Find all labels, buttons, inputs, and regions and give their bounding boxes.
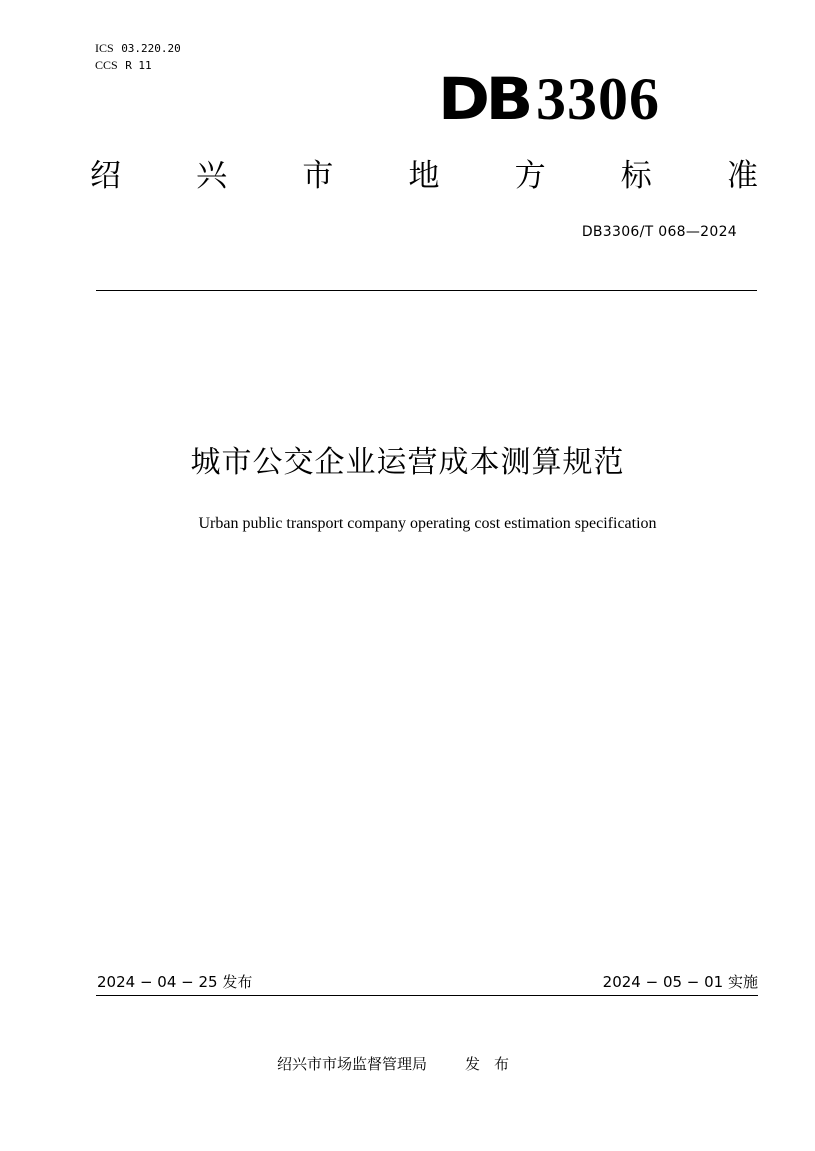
title-chinese: 城市公交企业运营成本测算规范 — [190, 445, 625, 480]
ics-code — [95, 40, 181, 57]
ccs-value: R 11 — [125, 59, 152, 72]
bottom-divider — [96, 995, 758, 996]
logo-db-letters: DB — [438, 65, 530, 133]
ccs-code — [95, 57, 181, 74]
db-logo — [438, 65, 708, 133]
standard-type-char: 准 — [726, 158, 758, 194]
classification-codes — [95, 40, 181, 74]
standard-type-char: 方 — [514, 158, 546, 194]
top-divider — [96, 290, 757, 291]
ics-label: ICS — [95, 41, 114, 55]
ccs-label: CCS — [95, 58, 118, 72]
issuer-line — [277, 1054, 523, 1074]
standard-type-char: 市 — [302, 158, 334, 194]
standard-type-char: 标 — [620, 158, 652, 194]
ics-value: 03.220.20 — [121, 42, 181, 55]
logo-region-code: 3306 — [536, 66, 660, 132]
standard-type-char: 兴 — [196, 158, 228, 194]
standard-number: DB3306/T 068—2024 — [581, 224, 737, 240]
title-english: Urban public transport company operating cost estimation specification — [198, 515, 657, 532]
issuer-name: 绍兴市市场监督管理局 — [277, 1055, 428, 1073]
standard-type-char: 地 — [408, 158, 440, 194]
effective-date: 2024 − 05 − 01 实施 — [602, 973, 758, 991]
issue-date: 2024 − 04 − 25 发布 — [97, 973, 253, 991]
standard-type-char: 绍 — [90, 158, 121, 194]
standard-type-heading — [90, 156, 758, 196]
issuer-action: 发布 — [465, 1055, 524, 1073]
